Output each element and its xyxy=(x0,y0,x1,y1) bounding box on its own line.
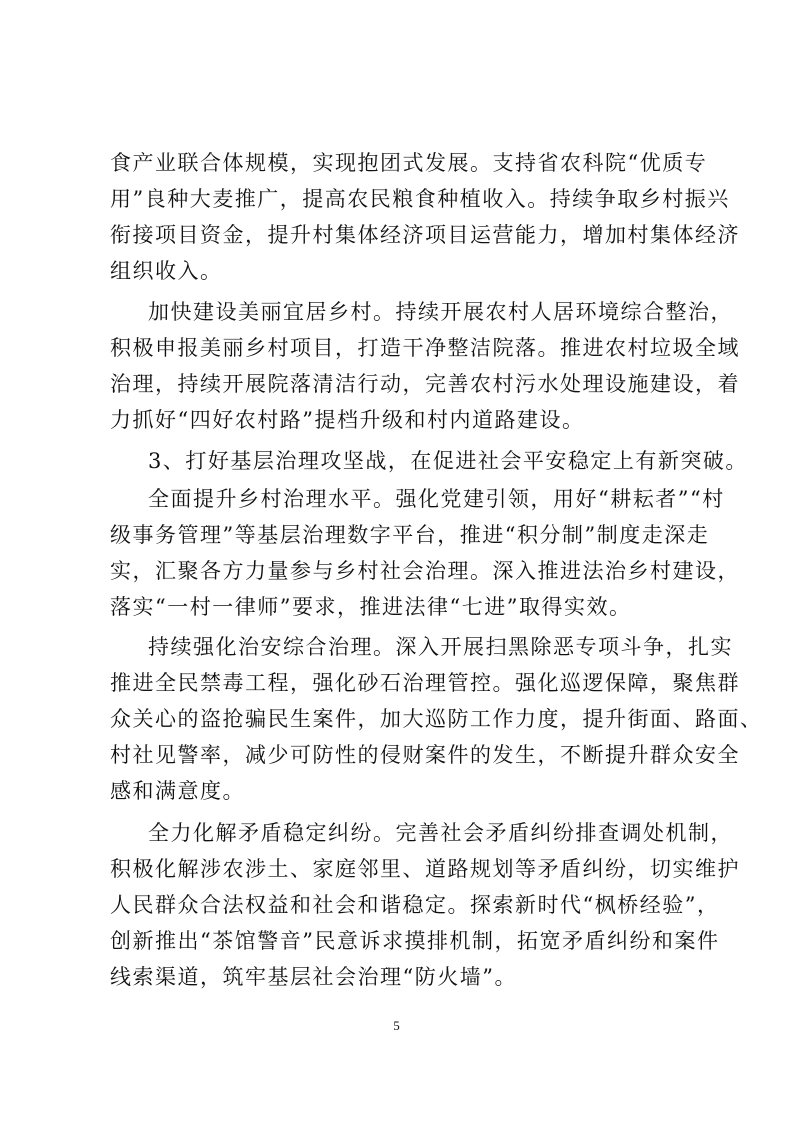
paragraph-5-line-2: 积极化解涉农涉土、家庭邻里、道路规划等矛盾纠纷，切实维护 xyxy=(110,857,740,881)
paragraph-3-line-3: 实，汇聚各方力量参与乡村社会治理。深入推进法治乡村建设， xyxy=(110,559,740,583)
paragraph-5-line-1: 全力化解矛盾稳定纠纷。完善社会矛盾纠纷排查调处机制， xyxy=(148,821,733,845)
paragraph-2-line-4: 力抓好“四好农村路”提档升级和村内道路建设。 xyxy=(110,408,585,432)
paragraph-2-line-1: 加快建设美丽宜居乡村。持续开展农村人居环境综合整治， xyxy=(148,300,733,324)
paragraph-1-line-4: 组织收入。 xyxy=(110,259,223,283)
paragraph-5-line-4: 创新推出“茶馆警音”民意诉求摸排机制，拓宽矛盾纠纷和案件 xyxy=(110,929,720,953)
section-heading: 3、打好基层治理攻坚战，在促进社会平安稳定上有新突破。 xyxy=(148,449,748,473)
paragraph-5-line-5: 线索渠道，筑牢基层社会治理“防火墙”。 xyxy=(110,965,517,989)
paragraph-4-line-2: 推进全民禁毒工程，强化砂石治理管控。强化巡逻保障，聚焦群 xyxy=(110,671,740,695)
paragraph-1-line-1: 食产业联合体规模，实现抱团式发展。支持省农科院“优质专 xyxy=(110,151,708,175)
paragraph-4-line-1: 持续强化治安综合治理。深入开展扫黑除恶专项斗争，扎实 xyxy=(148,635,733,659)
paragraph-3-line-4: 落实“一村一律师”要求，推进法律“七进”取得实效。 xyxy=(110,595,632,619)
paragraph-1-line-2: 用”良种大麦推广，提高农民粮食种植收入。持续争取乡村振兴 xyxy=(110,187,730,211)
paragraph-2-line-3: 治理，持续开展院落清洁行动，完善农村污水处理设施建设，着 xyxy=(110,372,740,396)
paragraph-4-line-3: 众关心的盗抢骗民生案件，加大巡防工作力度，提升街面、路面、 xyxy=(110,707,763,731)
paragraph-3-line-1: 全面提升乡村治理水平。强化党建引领，用好“耕耘者”“村 xyxy=(148,487,725,511)
page-number: 5 xyxy=(393,1018,400,1033)
paragraph-4-line-4: 村社见警率，减少可防性的侵财案件的发生，不断提升群众安全 xyxy=(110,743,740,767)
paragraph-4-line-5: 感和满意度。 xyxy=(110,779,245,803)
paragraph-1-line-3: 衔接项目资金，提升村集体经济项目运营能力，增加村集体经济 xyxy=(110,223,740,247)
paragraph-2-line-2: 积极申报美丽乡村项目，打造干净整洁院落。推进农村垃圾全域 xyxy=(110,336,740,360)
paragraph-5-line-3: 人民群众合法权益和社会和谐稳定。探索新时代“枫桥经验”， xyxy=(110,893,720,917)
paragraph-3-line-2: 级事务管理”等基层治理数字平台，推进“积分制”制度走深走 xyxy=(110,523,710,547)
